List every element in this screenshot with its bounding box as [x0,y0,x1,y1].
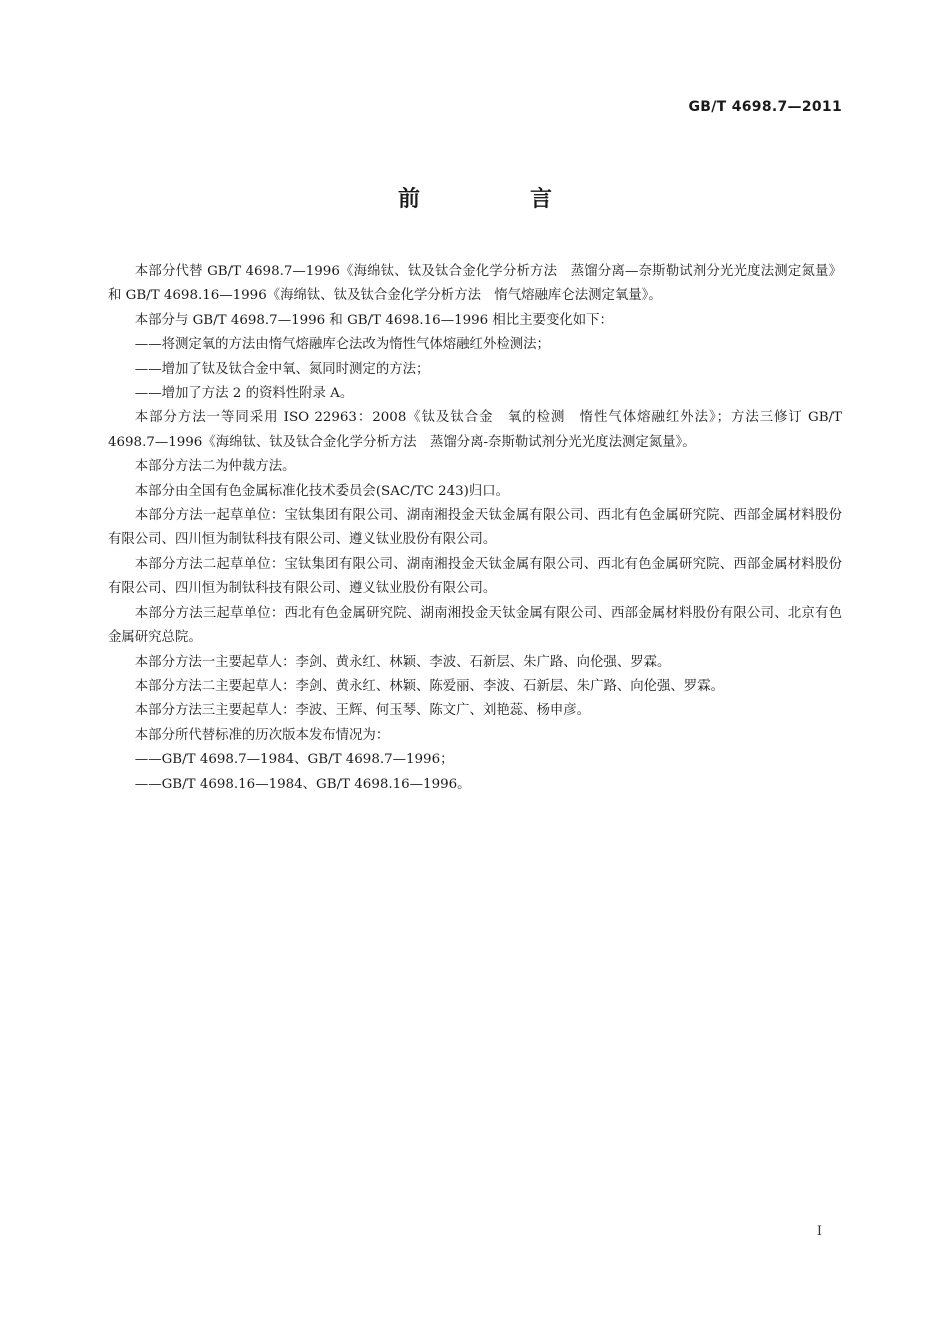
paragraph-authors-method3: 本部分方法三主要起草人：李波、王辉、何玉琴、陈文广、刘艳蕊、杨申彦。 [134,703,591,719]
page-title: 前 言 [397,187,596,212]
change-item: ——增加了方法 2 的资料性附录 A。 [134,386,354,402]
paragraph-changes-intro: 本部分与 GB/T 4698.7—1996 和 GB/T 4698.16—1996 相比主要变化如下： [134,312,613,328]
paragraph-replaces: 本部分代替 GB/T 4698.7—1996《海绵钛、钛及钛合金化学分析方法 蒸馏分离—奈斯勒试剂分光光度法测定氮量》和 GB/T 4698.16—1996《海绵钛、钛及钛合金化学分析方法 惰气熔融库仑法测定氧量》。 [108,264,842,304]
foreword-body [108,260,842,797]
change-item: ——增加了钛及钛合金中氧、氮同时测定的方法； [134,361,430,377]
change-item: ——将测定氧的方法由惰气熔融库仑法改为惰性气体熔融红外检测法； [134,337,550,353]
paragraph-drafters-method3: 本部分方法三起草单位：西北有色金属研究院、湖南湘投金天钛金属有限公司、西部金属材料股份有限公司、北京有色金属研究总院。 [108,605,842,646]
paragraph-authors-method1: 本部分方法一主要起草人：李剑、黄永红、林颖、李波、石新层、朱广路、向伦强、罗霖。 [134,654,671,670]
history-item: ——GB/T 4698.7—1984、GB/T 4698.7—1996； [134,752,454,768]
paragraph-committee: 本部分由全国有色金属标准化技术委员会(SAC/TC 243)归口。 [134,483,510,499]
paragraph-drafters-method1: 本部分方法一起草单位：宝钛集团有限公司、湖南湘投金天钛金属有限公司、西北有色金属研究院、西部金属材料股份有限公司、四川恒为制钛科技有限公司、遵义钛业股份有限公司。 [108,508,842,548]
paragraph-arbitration: 本部分方法二为仲裁方法。 [134,459,296,475]
paragraph-drafters-method2: 本部分方法二起草单位：宝钛集团有限公司、湖南湘投金天钛金属有限公司、西北有色金属研究院、西部金属材料股份有限公司、四川恒为制钛科技有限公司、遵义钛业股份有限公司。 [108,556,842,597]
paragraph-authors-method2: 本部分方法二主要起草人：李剑、黄永红、林颖、陈爱丽、李波、石新层、朱广路、向伦强、罗霖。 [134,678,724,694]
paragraph-adoption: 本部分方法一等同采用 ISO 22963：2008《钛及钛合金 氧的检测 惰性气体熔融红外法》；方法三修订 GB/T 4698.7—1996《海绵钛、钛及钛合金化学分析方法 蒸馏分离-奈斯勒试剂分光光度法测定氮量》。 [108,410,842,450]
standard-number: GB/T 4698.7—2011 [688,99,842,115]
history-item: ——GB/T 4698.16—1984、GB/T 4698.16—1996。 [134,776,471,792]
page-number: I [816,1224,822,1239]
paragraph-history-intro: 本部分所代替标准的历次版本发布情况为： [134,727,390,743]
